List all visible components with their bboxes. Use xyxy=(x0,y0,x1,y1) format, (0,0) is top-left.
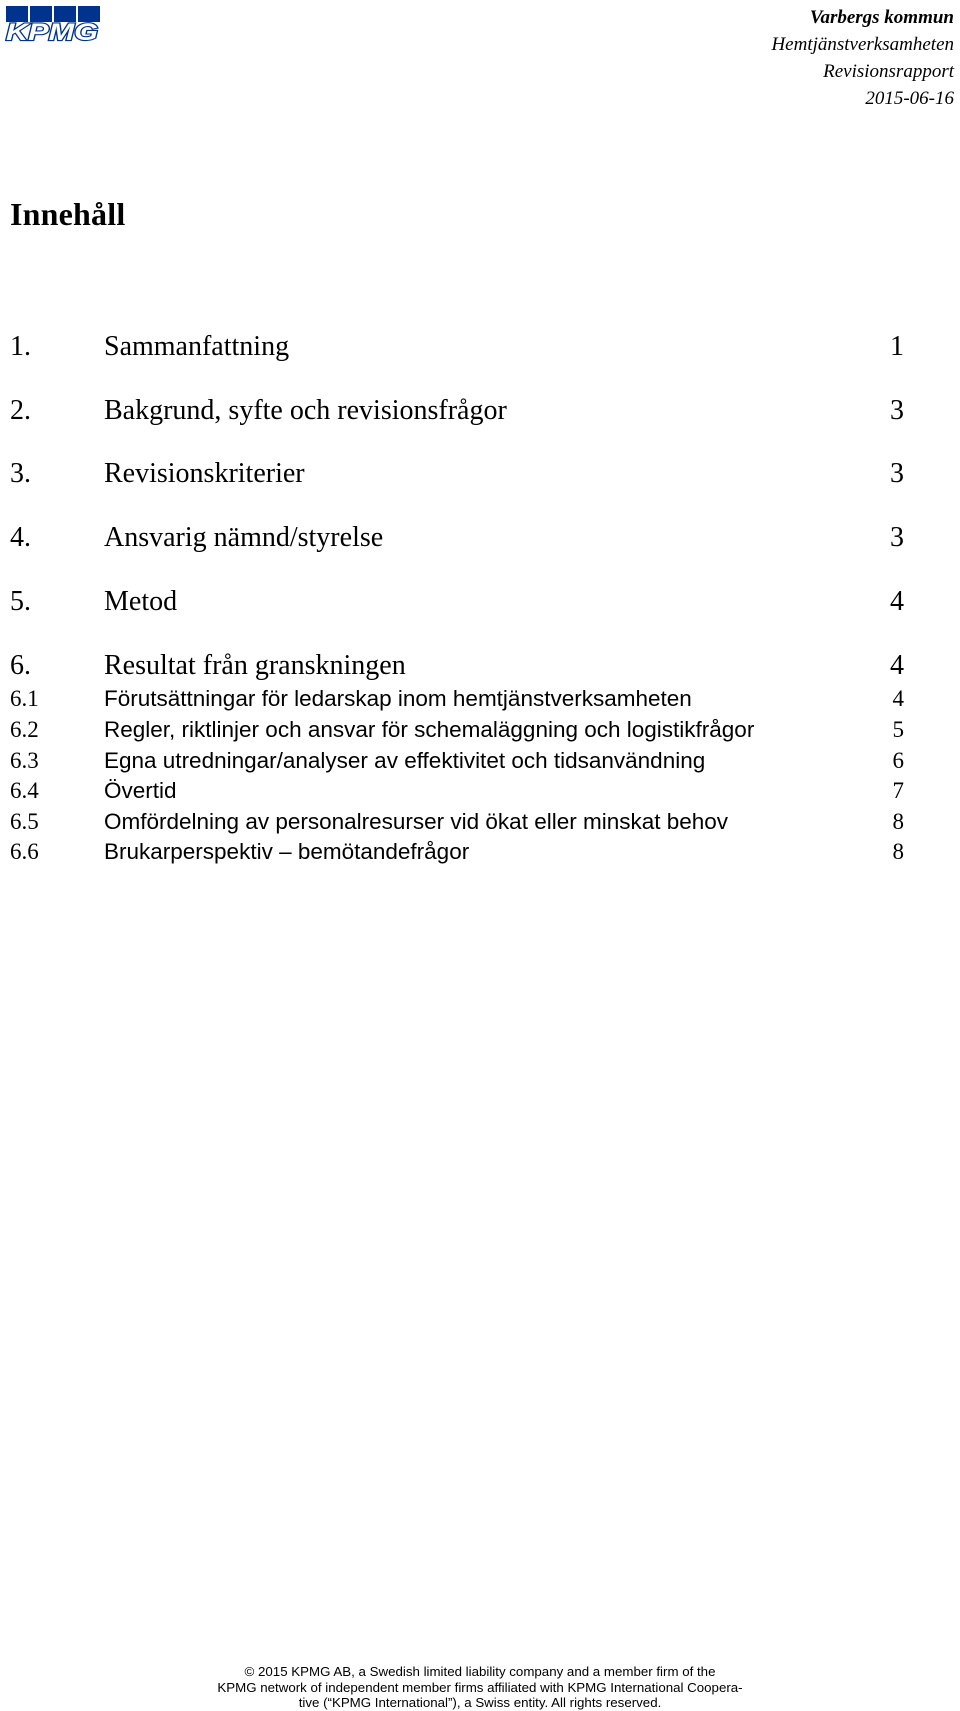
toc-entry-page: 3 xyxy=(890,458,904,489)
toc-entry[interactable] xyxy=(10,521,904,555)
page-title: Innehåll xyxy=(10,196,126,232)
toc-entry-number: 2. xyxy=(10,395,31,426)
toc-entry-page: 4 xyxy=(890,650,904,681)
toc-entry-page: 8 xyxy=(892,839,904,864)
toc-entry-page: 3 xyxy=(890,522,904,553)
toc-entry-title[interactable]: Resultat från granskningen xyxy=(104,650,406,681)
toc-subentry[interactable] xyxy=(10,747,904,775)
toc-entry-title[interactable]: Regler, riktlinjer och ansvar för schemaläggning och logistikfrågor xyxy=(104,717,755,742)
footer-line: tive (“KPMG International”), a Swiss entity. All rights reserved. xyxy=(298,1695,662,1710)
toc-entry-number: 6.1 xyxy=(10,686,39,711)
toc-subentry[interactable] xyxy=(10,716,904,744)
toc-entry-page: 5 xyxy=(892,717,904,742)
header-organization: Varbergs kommun xyxy=(809,7,954,28)
toc-entry-number: 6.5 xyxy=(10,809,39,834)
toc-subentry[interactable] xyxy=(10,808,904,836)
toc-entry[interactable] xyxy=(10,330,904,364)
toc-entry-page: 7 xyxy=(892,778,904,803)
toc-entry-number: 3. xyxy=(10,458,31,489)
toc-entry-title[interactable]: Förutsättningar för ledarskap inom hemtjänstverksamheten xyxy=(104,686,692,711)
toc-entry-title[interactable]: Övertid xyxy=(104,778,177,803)
toc-entry-page: 6 xyxy=(892,748,904,773)
toc-entry-page: 8 xyxy=(892,809,904,834)
toc-entry-title[interactable]: Metod xyxy=(104,586,178,617)
toc-entry-number: 6.2 xyxy=(10,717,39,742)
header-subject: Hemtjänstverksamheten xyxy=(771,34,954,55)
toc-subentry[interactable] xyxy=(10,777,904,805)
toc-entry-title[interactable]: Egna utredningar/analyser av effektivitet och tidsanvändning xyxy=(104,748,706,773)
toc-entry[interactable] xyxy=(10,585,904,619)
toc-subentry[interactable] xyxy=(10,838,904,866)
footer-line: KPMG network of independent member firms affiliated with KPMG International Coopera- xyxy=(217,1679,743,1695)
toc-entry-title[interactable]: Ansvarig nämnd/styrelse xyxy=(104,522,384,553)
header-report-type: Revisionsrapport xyxy=(823,61,954,82)
header-date: 2015-06-16 xyxy=(865,88,954,109)
toc-entry[interactable] xyxy=(10,649,904,683)
toc-entry[interactable] xyxy=(10,457,904,491)
toc-entry-page: 1 xyxy=(890,331,904,362)
toc-entry-number: 6.4 xyxy=(10,778,39,803)
kpmg-logo-text: KPMG xyxy=(6,19,98,44)
toc-entry-page: 4 xyxy=(890,586,904,617)
toc-entry-title[interactable]: Omfördelning av personalresurser vid ökat eller minskat behov xyxy=(104,809,729,834)
toc-entry-title[interactable]: Brukarperspektiv – bemötandefrågor xyxy=(104,839,470,864)
copyright-footer xyxy=(200,1664,760,1711)
toc-entry-number: 6. xyxy=(10,650,31,681)
toc-entry-number: 6.6 xyxy=(10,839,39,864)
toc-entry-title[interactable]: Bakgrund, syfte och revisionsfrågor xyxy=(104,395,507,426)
toc-entry-title[interactable]: Sammanfattning xyxy=(104,331,290,362)
toc-entry-page: 4 xyxy=(892,686,904,711)
toc-entry[interactable] xyxy=(10,394,904,428)
footer-line: © 2015 KPMG AB, a Swedish limited liability company and a member firm of the xyxy=(244,1664,716,1679)
toc-entry-number: 5. xyxy=(10,586,31,617)
toc-entry-number: 1. xyxy=(10,331,31,362)
toc-entry-title[interactable]: Revisionskriterier xyxy=(104,458,305,489)
toc-entry-number: 4. xyxy=(10,522,31,553)
toc-subentry[interactable] xyxy=(10,685,904,713)
toc-entry-number: 6.3 xyxy=(10,748,39,773)
toc-entry-page: 3 xyxy=(890,395,904,426)
